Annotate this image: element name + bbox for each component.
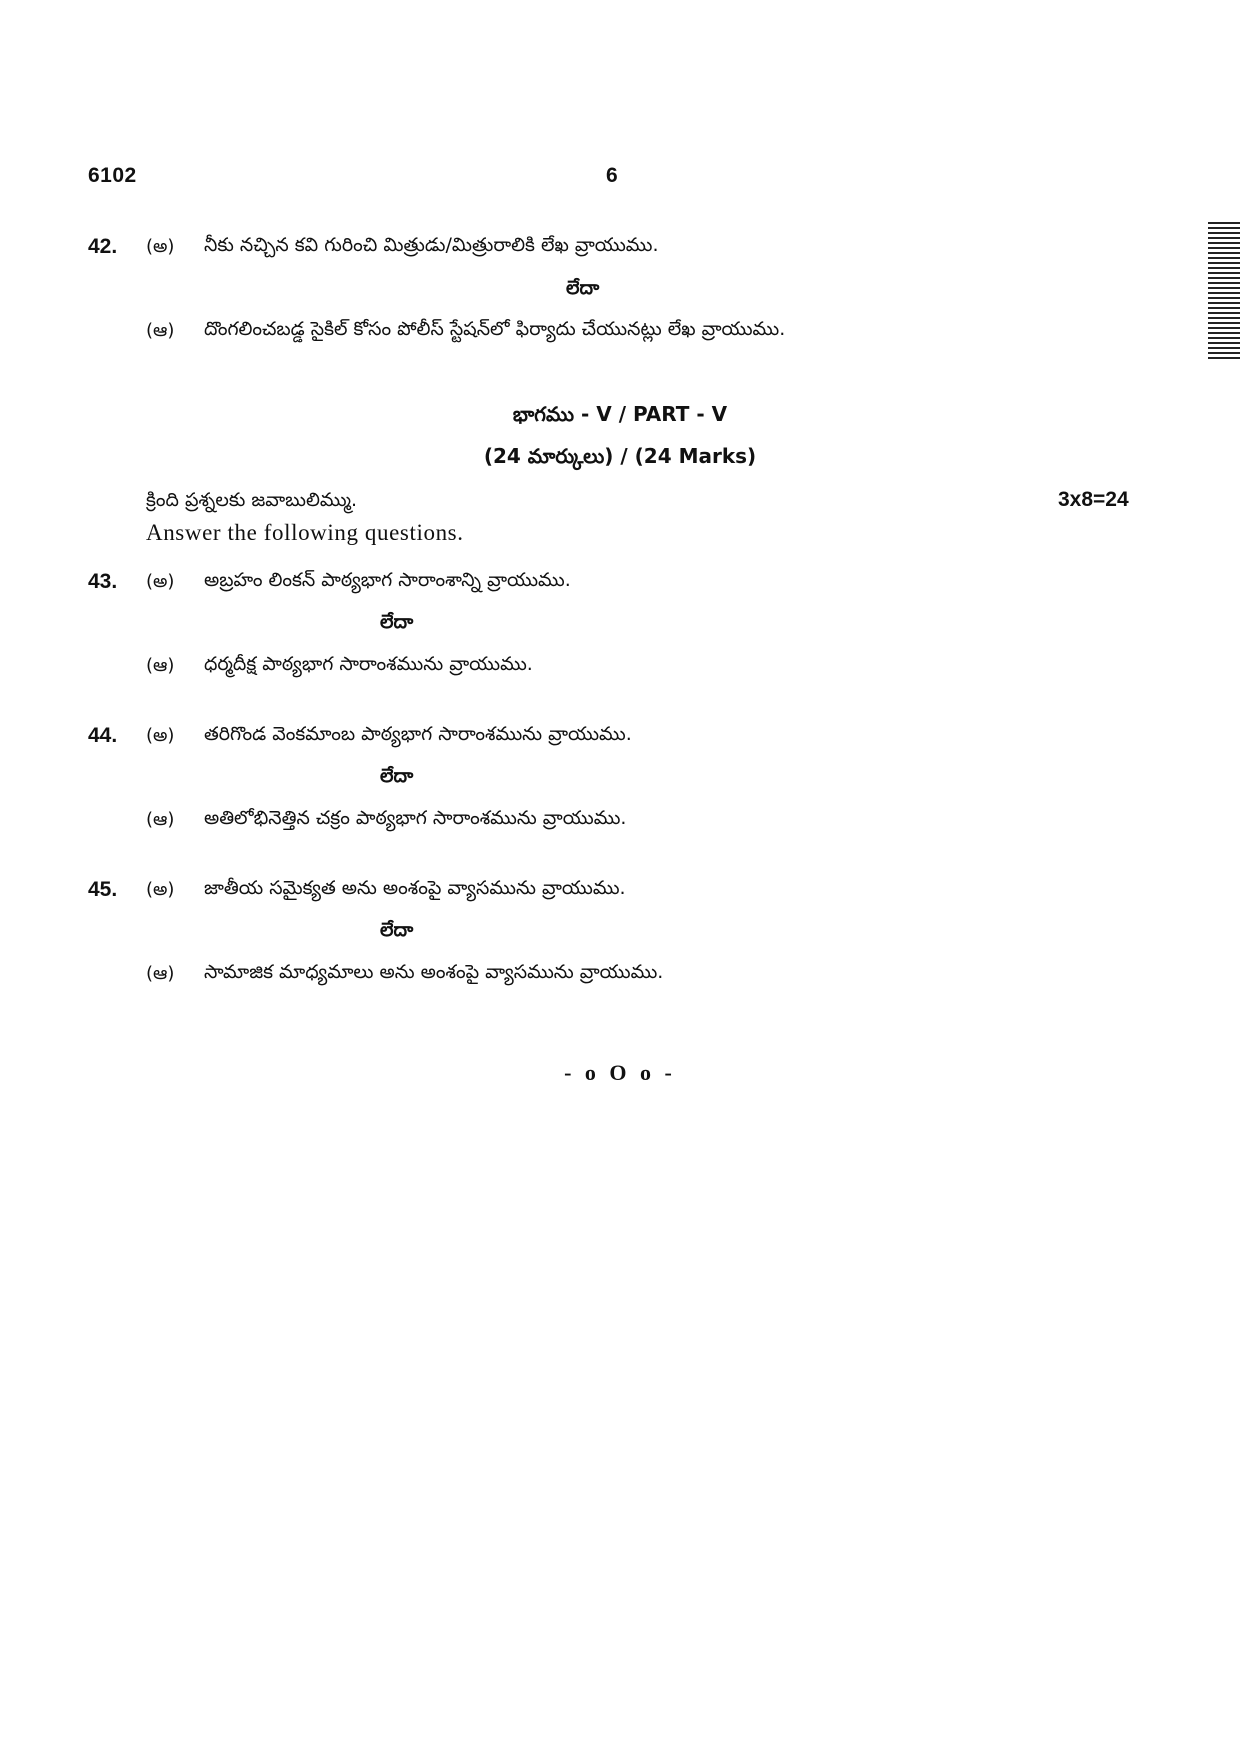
option-b-label: (ఆ) (146, 963, 175, 984)
marks-scheme: 3x8=24 (1058, 488, 1129, 511)
option-b-text: సామాజిక మాధ్యమాలు అను అంశంపై వ్యాసమును వ్రాయుము. (204, 961, 664, 983)
margin-barcode (1208, 222, 1240, 364)
option-a-text: అబ్రహం లింకన్ పాఠ్యభాగ సారాంశాన్ని వ్రాయుము. (204, 569, 571, 591)
option-a-label: (అ) (146, 571, 175, 592)
or-divider: లేదా (566, 277, 600, 299)
page-number: 6 (606, 164, 618, 187)
or-divider: లేదా (380, 765, 414, 787)
instruction-english: Answer the following questions. (146, 520, 464, 545)
question-number: 43. (88, 570, 118, 593)
option-b-label: (ఆ) (146, 809, 175, 830)
option-b-text: దొంగలించబడ్డ సైకిల్ కోసం పోలీస్ స్టేషన్‌లో ఫిర్యాదు చేయునట్లు లేఖ వ్రాయుము. (204, 318, 786, 340)
option-b-label: (ఆ) (146, 655, 175, 676)
part-title: భాగము - V / PART - V (512, 402, 728, 426)
or-divider: లేదా (380, 919, 414, 941)
question-number: 45. (88, 878, 118, 901)
question-number: 44. (88, 724, 118, 747)
option-a-label: (అ) (146, 725, 175, 746)
option-a-label: (అ) (146, 879, 175, 900)
option-b-text: అతిలోభినెత్తిన చక్రం పాఠ్యభాగ సారాంశమును వ్రాయుము. (204, 807, 627, 829)
end-of-paper-mark: - o O o - (564, 1060, 676, 1085)
option-b-label: (ఆ) (146, 320, 175, 341)
option-a-label: (అ) (146, 236, 175, 257)
option-b-text: ధర్మదీక్ష పాఠ్యభాగ సారాంశమును వ్రాయుము. (204, 653, 533, 675)
or-divider: లేదా (380, 611, 414, 633)
option-a-text: తరిగొండ వెంకమాంబ పాఠ్యభాగ సారాంశమును వ్రాయుము. (204, 723, 632, 745)
question-number: 42. (88, 235, 118, 258)
paper-code: 6102 (88, 164, 137, 187)
option-a-text: జాతీయ సమైక్యత అను అంశంపై వ్యాసమును వ్రాయుము. (204, 877, 626, 899)
option-a-text: నీకు నచ్చిన కవి గురించి మిత్రుడు/మిత్రురాలికి లేఖ వ్రాయుము. (204, 234, 659, 256)
instruction-telugu: క్రింది ప్రశ్నలకు జవాబులిమ్ము. (146, 489, 358, 511)
part-marks: (24 మార్కులు) / (24 Marks) (483, 444, 757, 468)
